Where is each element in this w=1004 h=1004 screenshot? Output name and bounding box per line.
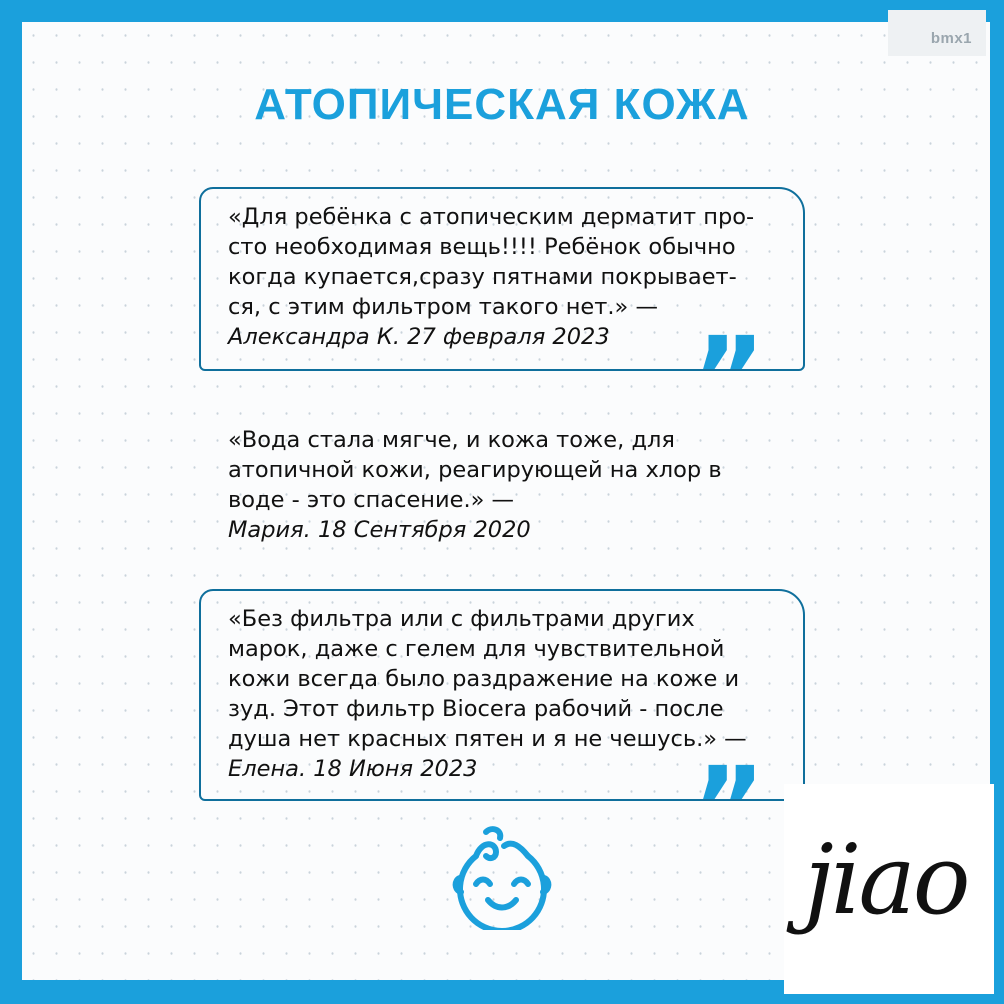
review-line: сто необходимая вещь!!!! Ребёнок обычно <box>228 234 736 260</box>
review-author: Елена. 18 Июня 2023 <box>228 756 478 782</box>
review-line: зуд. Этот фильтр Biocera рабочий - после <box>228 696 724 722</box>
closing-quote-icon: ” <box>693 743 766 871</box>
review-line: кожи всегда было раздражение на коже и <box>228 666 740 692</box>
review-text-1 <box>228 202 754 352</box>
review-line: душа нет красных пятен и я не чешусь.» — <box>228 726 747 752</box>
review-line: атопичной кожи, реагирующей на хлор в <box>228 457 722 483</box>
review-line: «Без фильтра или с фильтрами других <box>228 606 695 632</box>
review-author: Александра К. 27 февраля 2023 <box>228 324 610 350</box>
review-line: «Для ребёнка с атопическим дерматит про- <box>228 204 755 230</box>
watermark-logo-text: jiao <box>804 824 968 936</box>
review-line: воде - это спасение.» — <box>228 487 515 513</box>
page-title: АТОПИЧЕСКАЯ КОЖА <box>254 80 750 129</box>
baby-face-icon <box>446 822 558 930</box>
review-text-2 <box>228 425 722 545</box>
review-text-3 <box>228 604 747 784</box>
watermark-logo <box>784 784 994 994</box>
review-line: марок, даже с гелем для чувствительной <box>228 636 725 662</box>
review-author: Мария. 18 Сентября 2020 <box>228 517 531 543</box>
review-line: ся, с этим фильтром такого нет.» — <box>228 294 658 320</box>
review-line: когда купается,сразу пятнами покрывает- <box>228 264 737 290</box>
review-line: «Вода стала мягче, и кожа тоже, для <box>228 427 675 453</box>
corner-tag-text: bmx1 <box>930 30 972 47</box>
corner-tag <box>888 10 986 56</box>
closing-quote-icon: ” <box>693 313 766 441</box>
